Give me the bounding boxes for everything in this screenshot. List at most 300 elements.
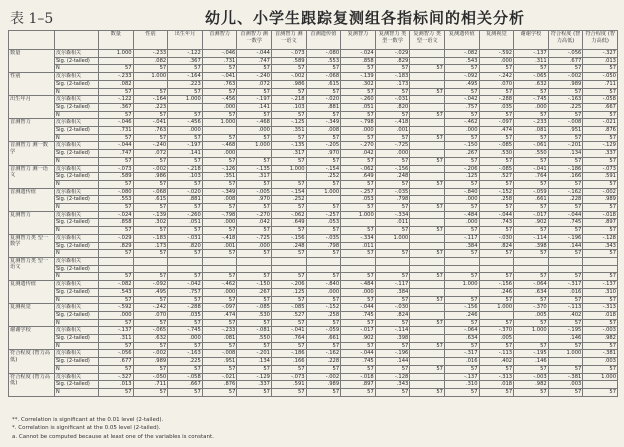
table-cell: 57 [479,296,514,304]
table-cell: -.018 [583,211,618,219]
table-cell: -.046 [99,119,134,127]
table-cell: 57 [444,273,479,281]
table-cell: 57 [341,296,376,304]
table-cell: -.233 [99,73,134,81]
table-cell: -.129 [583,142,618,150]
table-cell: 57 [237,111,272,119]
table-cell: -.163 [168,350,203,358]
table-cell: 57 [306,388,341,396]
table-cell [514,265,549,273]
table-cell: .258 [306,311,341,319]
table-cell: 1.000 [514,327,549,335]
table-cell: 57 [514,296,549,304]
table-cell: 57 [133,134,168,142]
table-cell: -.128 [583,234,618,242]
table-cell [271,257,306,265]
table-cell: .310 [583,288,618,296]
table-cell: .757 [168,288,203,296]
table-cell: -.154 [306,165,341,173]
table-cell: .764 [514,173,549,181]
table-cell: .000 [237,127,272,135]
table-cell: 57 [99,65,134,73]
table-cell: 57 [583,134,618,142]
table-cell: 1.000 [237,142,272,150]
table-row [9,50,618,58]
table-cell: .000 [202,103,237,111]
table-cell [410,335,445,343]
table-cell: -.122 [99,96,134,104]
table-cell: 57 [548,134,583,142]
table-cell: 57 [444,157,479,165]
table-cell [202,257,237,265]
table-cell: -.156 [444,304,479,312]
table-row [9,381,618,389]
table-cell: 57 [306,319,341,327]
table-cell: -.042 [168,281,203,289]
table-cell: -.156 [479,281,514,289]
table-cell: .267 [444,150,479,158]
table-cell: 57 [306,227,341,235]
table-cell: -.137 [514,50,549,58]
table-row [9,350,618,358]
table-cell: 57 [410,180,445,188]
stat-label: N [55,388,99,396]
stat-label: N [55,319,99,327]
table-cell: 57 [237,204,272,212]
stat-label: 皮尔森相关 [55,142,99,150]
table-cell: 57 [514,88,549,96]
variable-name: 数量 [9,50,55,73]
table-cell: .042 [341,150,376,158]
column-header: 复测智力 类型一语文 [410,31,445,50]
table-row [9,73,618,81]
table-cell: 57 [99,296,134,304]
table-cell [410,165,445,173]
table-cell: .951 [202,358,237,366]
table-cell: 57 [583,157,618,165]
table-cell: 57 [202,388,237,396]
table-cell: 57 [410,227,445,235]
table-cell: 57 [341,65,376,73]
table-cell: 57 [168,388,203,396]
table-cell: -.046 [202,50,237,58]
table-cell [410,281,445,289]
table-cell: 57 [168,111,203,119]
table-cell: -.050 [133,373,168,381]
table-cell: -.068 [306,73,341,81]
table-cell: -.081 [237,327,272,335]
table-cell: -.840 [444,188,479,196]
table-cell: -.031 [375,96,410,104]
stat-label: N [55,365,99,373]
table-cell: .000 [306,288,341,296]
table-cell [410,80,445,88]
table-cell [202,265,237,273]
table-cell: .072 [133,150,168,158]
table-cell: 1.000 [375,234,410,242]
table-cell: -.035 [306,234,341,242]
stat-label: Sig. (2-tailed) [55,173,99,181]
table-cell: .384 [375,288,410,296]
table-cell: -.030 [479,234,514,242]
table-cell: .016 [444,358,479,366]
table-cell: 57 [375,65,410,73]
table-cell: .591 [583,173,618,181]
table-cell: .072 [237,80,272,88]
table-cell: .745 [341,358,376,366]
table-cell: .634 [514,288,549,296]
table-cell: 57 [444,65,479,73]
variable-name: 复测视觉 [9,304,55,327]
table-cell: 57 [237,250,272,258]
column-header: 符合程度 (智力高低) [548,31,583,50]
table-cell: .829 [375,57,410,65]
table-cell [410,57,445,65]
table-cell: .897 [341,381,376,389]
stat-label: 皮尔森相关 [55,50,99,58]
table-cell: .000 [168,335,203,343]
table-cell: .001 [202,242,237,250]
table-cell: 57 [514,134,549,142]
table-cell: 57 [237,365,272,373]
table-cell [479,311,514,319]
table-cell: -.021 [583,119,618,127]
table-cell [99,57,134,65]
table-cell: 57 [306,134,341,142]
table-cell: 57 [548,365,583,373]
table-cell: 57 [583,88,618,96]
table-cell: .402 [548,311,583,319]
table-row [9,281,618,289]
table-cell [410,103,445,111]
table-cell: .337 [237,381,272,389]
table-row [9,242,618,250]
stat-label: Sig. (2-tailed) [55,358,99,366]
table-cell: .310 [444,381,479,389]
table-cell: 57 [99,250,134,258]
table-cell: -.003 [514,373,549,381]
table-cell: -.059 [514,188,549,196]
table-row [9,219,618,227]
table-row [9,111,618,119]
table-cell: -.044 [237,50,272,58]
table-cell: -.484 [444,211,479,219]
table-cell: -.725 [237,234,272,242]
table-cell: 57 [410,111,445,119]
table-cell: -.005 [237,188,272,196]
table-row [9,57,618,65]
table-row [9,188,618,196]
table-cell: .553 [306,57,341,65]
table-cell: .035 [168,311,203,319]
table-cell: -.242 [133,304,168,312]
table-cell: -.152 [306,304,341,312]
table-cell: -.035 [375,188,410,196]
table-cell: .013 [99,381,134,389]
table-cell: 57 [375,134,410,142]
table-cell: -.370 [514,304,549,312]
table-cell: -.186 [548,165,583,173]
table-cell [410,311,445,319]
table-cell: 1.000 [99,50,134,58]
table-cell [410,350,445,358]
stat-label: 皮尔森相关 [55,211,99,219]
table-cell: .011 [375,219,410,227]
stat-label: N [55,157,99,165]
table-cell: -.349 [202,188,237,196]
table-cell: -.201 [548,142,583,150]
table-cell: -.137 [444,373,479,381]
column-header: 复测智力 类型一数学 [375,31,410,50]
table-cell: -.002 [133,165,168,173]
stat-label: N [55,227,99,235]
table-cell: .649 [271,219,306,227]
table-cell: -.484 [341,281,376,289]
table-cell: 57 [514,250,549,258]
table-cell: 57 [168,227,203,235]
table-cell: 57 [341,250,376,258]
table-cell: .902 [341,335,376,343]
table-cell: .317 [237,173,272,181]
table-cell: -.097 [479,119,514,127]
table-cell: .661 [306,335,341,343]
table-cell: 57 [341,273,376,281]
table-cell: .246 [479,288,514,296]
table-cell: .495 [444,80,479,88]
table-cell: -.058 [583,96,618,104]
table-cell: -.041 [271,327,306,335]
table-cell: 57 [341,227,376,235]
variable-name: 复测智力类 型一语文 [9,257,55,280]
column-header: 首测遗传值 [306,31,341,50]
table-cell: 1.000 [306,188,341,196]
table-cell [410,73,445,81]
stat-label: N [55,250,99,258]
table-cell: 57 [306,204,341,212]
column-header: 首测智力 测一语文 [271,31,306,50]
table-cell: -.370 [479,327,514,335]
table-cell: 57 [237,88,272,96]
table-cell: 57 [306,365,341,373]
table-cell: -.080 [99,188,134,196]
table-cell [410,242,445,250]
table-cell: .003 [548,381,583,389]
table-cell: 57 [133,250,168,258]
table-cell: -.129 [237,373,272,381]
table-cell: 57 [410,88,445,96]
table-cell: .824 [375,311,410,319]
table-cell: -.840 [306,281,341,289]
table-cell: -.085 [237,304,272,312]
table-row [9,296,618,304]
stat-label: 皮尔森相关 [55,234,99,242]
table-cell: -.135 [237,165,272,173]
table-cell: 57 [202,180,237,188]
table-cell: 57 [271,180,306,188]
table-cell: -.206 [444,165,479,173]
column-header: 符合程度 (智力高低) [583,31,618,50]
table-cell: .144 [548,242,583,250]
table-cell: .317 [271,150,306,158]
table-cell: 57 [168,342,203,350]
table-cell: -.042 [444,96,479,104]
table-cell: .876 [583,127,618,135]
table-cell [133,80,168,88]
table-cell: .248 [375,173,410,181]
table-cell: 57 [514,180,549,188]
table-cell: .982 [583,335,618,343]
table-cell: 57 [583,365,618,373]
table-cell: .228 [548,196,583,204]
table-cell: -.085 [479,142,514,150]
stat-label: 皮尔森相关 [55,73,99,81]
title-row [0,0,624,30]
table-row [9,358,618,366]
table-cell: 57 [271,250,306,258]
table-cell: .530 [479,150,514,158]
table-cell [237,265,272,273]
stat-label: N [55,134,99,142]
table-cell: 57 [375,157,410,165]
table-cell: 57 [341,388,376,396]
table-cell: .989 [306,381,341,389]
table-cell: -.197 [237,96,272,104]
table-cell [99,257,134,265]
table-cell: 57 [583,227,618,235]
table-cell: 57 [237,296,272,304]
table-cell: -.270 [341,142,376,150]
table-cell: .000 [375,150,410,158]
table-cell: .527 [271,311,306,319]
table-cell: .042 [237,219,272,227]
table-cell: 57 [271,296,306,304]
table-cell: 57 [202,342,237,350]
table-cell: 57 [341,180,376,188]
table-cell: .267 [237,288,272,296]
table-cell [306,265,341,273]
table-row [9,134,618,142]
table-cell: 57 [375,180,410,188]
column-header: 数量 [99,31,134,50]
table-cell: -.018 [341,373,376,381]
table-cell: -.349 [306,119,341,127]
table-cell: .798 [375,196,410,204]
table-cell: .711 [583,80,618,88]
table-cell: 57 [341,342,376,350]
table-cell: .000 [341,288,376,296]
table-cell: 57 [410,250,445,258]
table-cell: 57 [548,342,583,350]
footnote: **. Correlation is significant at the 0.01 level (2-tailed). [12,417,164,423]
table-cell: 57 [306,180,341,188]
table-cell: 57 [444,134,479,142]
column-header [9,31,55,50]
table-cell: -.125 [271,119,306,127]
table-cell: .000 [168,127,203,135]
table-cell: 57 [168,157,203,165]
table-row [9,257,618,265]
column-header: 首测智力 [202,31,237,50]
table-cell: -.288 [168,304,203,312]
table-cell: 57 [410,365,445,373]
table-cell: .367 [168,57,203,65]
table-cell: -.218 [271,96,306,104]
variable-name: 首测智力 测一语文 [9,165,55,188]
table-cell [548,257,583,265]
table-cell [168,103,203,111]
stat-label: 皮尔森相关 [55,257,99,265]
table-cell: 57 [444,250,479,258]
table-cell: -.334 [375,211,410,219]
table-row [9,388,618,396]
table-cell: -.030 [375,304,410,312]
table-cell: .103 [168,173,203,181]
table-cell: 57 [514,365,549,373]
table-cell: .053 [341,196,376,204]
table-cell [410,96,445,104]
table-cell: .016 [548,288,583,296]
table-cell: 57 [375,319,410,327]
table-cell: -.113 [479,350,514,358]
table-cell: 57 [99,134,134,142]
table-cell: -.020 [168,188,203,196]
table-cell: 57 [514,273,549,281]
table-row [9,227,618,235]
table-cell: .337 [583,150,618,158]
table-cell [410,257,445,265]
table-cell: 57 [583,111,618,119]
table-cell: -.240 [237,73,272,81]
table-cell: -.017 [341,327,376,335]
table-cell: -.113 [548,304,583,312]
table-cell: 57 [410,342,445,350]
table-cell: .829 [99,242,134,250]
column-header [55,31,99,50]
footnotes [12,416,214,441]
table-cell: .311 [514,57,549,65]
table-cell: .970 [237,196,272,204]
table-cell: 57 [306,65,341,73]
table-cell: 57 [583,342,618,350]
table-cell [444,288,479,296]
table-cell: 57 [133,88,168,96]
table-cell: 57 [133,227,168,235]
table-cell: -.163 [548,96,583,104]
table-cell: -.002 [271,73,306,81]
table-cell: 57 [514,388,549,396]
table-cell: 57 [202,157,237,165]
table-cell: 57 [341,134,376,142]
table-cell: 57 [133,273,168,281]
table-cell: 57 [202,365,237,373]
table-cell [444,257,479,265]
table-cell: 57 [375,342,410,350]
table-cell: 57 [168,296,203,304]
table-cell: .757 [444,103,479,111]
table-cell [237,150,272,158]
stat-label: Sig. (2-tailed) [55,103,99,111]
table-cell: 57 [99,180,134,188]
stat-label: 皮尔森相关 [55,119,99,127]
table-cell: .343 [583,242,618,250]
table-cell: .035 [479,103,514,111]
table-cell: -.313 [479,373,514,381]
table-cell [375,257,410,265]
table-cell: 1.000 [271,165,306,173]
table-cell: 57 [237,342,272,350]
table-cell: 57 [168,250,203,258]
table-row [9,204,618,212]
